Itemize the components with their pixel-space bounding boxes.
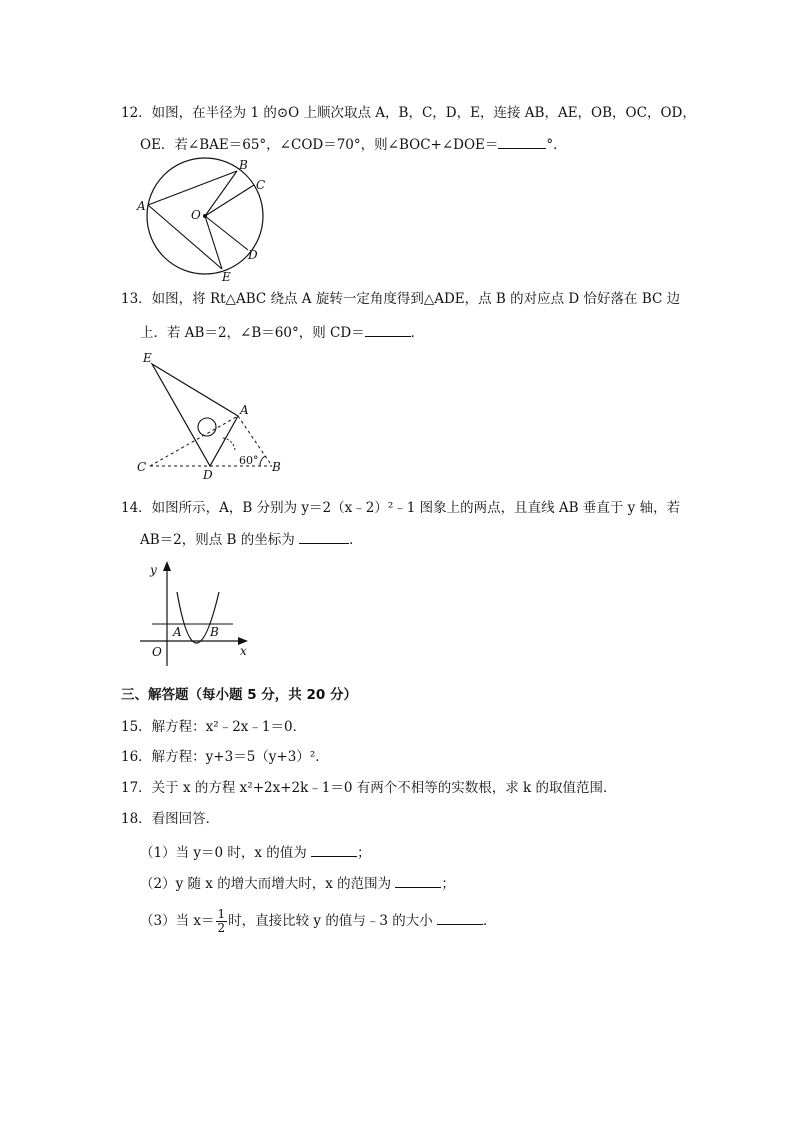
answer-blank [365,322,411,337]
label-e: E [143,351,152,365]
q18-sub1-text: （1）当 y＝0 时，x 的值为 [140,845,307,861]
answer-blank [498,134,546,149]
q14-line1: 14．如图所示，A，B 分别为 y＝2（x﹣2）²﹣1 图象上的两点，且直线 AB 垂直于 y 轴，若 [121,500,681,516]
q17-text: 17．关于 x 的方程 x²+2x+2k﹣1＝0 有两个不相等的实数根，求 k 的取值范围． [121,780,617,796]
q18-sub2 [140,873,455,893]
q18-sub3-middle: 时，直接比较 y 的值与﹣3 的大小 [228,913,433,929]
answer-blank [311,842,357,857]
fraction-numerator: 1 [217,907,226,921]
radius-oc [205,185,254,216]
q13-line2-end: ． [410,325,425,341]
q13-line2-text: 上．若 AB＝2，∠B＝60°，则 CD＝ [140,325,365,341]
q18-sub1 [140,842,371,862]
q18-sub2-text: （2）y 随 x 的增大而增大时，x 的范围为 [140,876,392,892]
radius-ob [205,171,237,216]
q14-parabola-figure [140,558,260,670]
right-angle-circle [198,418,216,436]
q15-text: 15．解方程：x²﹣2x﹣1＝0． [121,719,307,735]
y-axis-arrow [163,561,171,571]
q14-line2-end: ． [349,532,363,548]
fraction-one-half [216,908,228,935]
q18-sub2-end: ； [441,876,455,892]
label-y: y [150,563,157,577]
q16-text: 16．解方程：y+3＝5（y+3）²． [121,749,329,765]
label-a: A [240,403,249,417]
answer-blank [395,873,441,888]
answer-blank [299,529,349,544]
q14-line2 [140,529,363,549]
q13-line2 [140,322,424,342]
label-x: x [240,644,247,658]
angle-b-arc [260,456,265,466]
q18-sub3 [140,904,497,938]
triangle-ade [152,364,238,466]
q18-sub3-end: ． [483,913,497,929]
label-d: D [248,248,258,262]
label-d: D [203,468,213,482]
q14-line2-text: AB＝2，则点 B 的坐标为 [140,532,295,548]
fraction-denominator: 2 [217,921,226,935]
label-angle-60: 60° [239,454,259,467]
chord-ab [148,171,237,205]
label-c: C [256,178,266,192]
line-ca-dashed [150,416,238,466]
q18-sub3-text: （3）当 x＝ [140,913,215,929]
q12-line2-text: OE．若∠BAE＝65°，∠COD＝70°，则∠BOC+∠DOE＝ [140,137,499,153]
q13-triangle-figure [135,350,295,482]
chord-ae [148,205,222,269]
section-3-title: 三、解答题（每小题 5 分，共 20 分） [121,687,357,703]
label-o: O [152,645,162,659]
center-point [203,214,207,218]
answer-blank [437,910,483,925]
label-o: O [191,208,201,222]
label-b: B [239,158,248,172]
q12-line2-end: °． [546,137,567,153]
label-a: A [137,199,146,213]
q12-circle-figure [130,155,280,285]
label-b: B [272,460,281,474]
q12-line1: 12．如图，在半径为 1 的⊙O 上顺次取点 A，B，C，D，E，连接 AB，AE，OB，OC，OD， [121,105,696,121]
label-b: B [210,625,219,639]
q13-line1: 13．如图，将 Rt△ABC 绕点 A 旋转一定角度得到△ADE，点 B 的对应点 D 恰好落在 BC 边 [121,291,681,307]
label-c: C [137,460,147,474]
label-a: A [173,625,182,639]
q18-text: 18．看图回答． [121,811,220,827]
label-e: E [222,270,231,284]
q18-sub1-end: ； [357,845,371,861]
q12-line2 [140,134,567,154]
radius-od [205,216,248,250]
